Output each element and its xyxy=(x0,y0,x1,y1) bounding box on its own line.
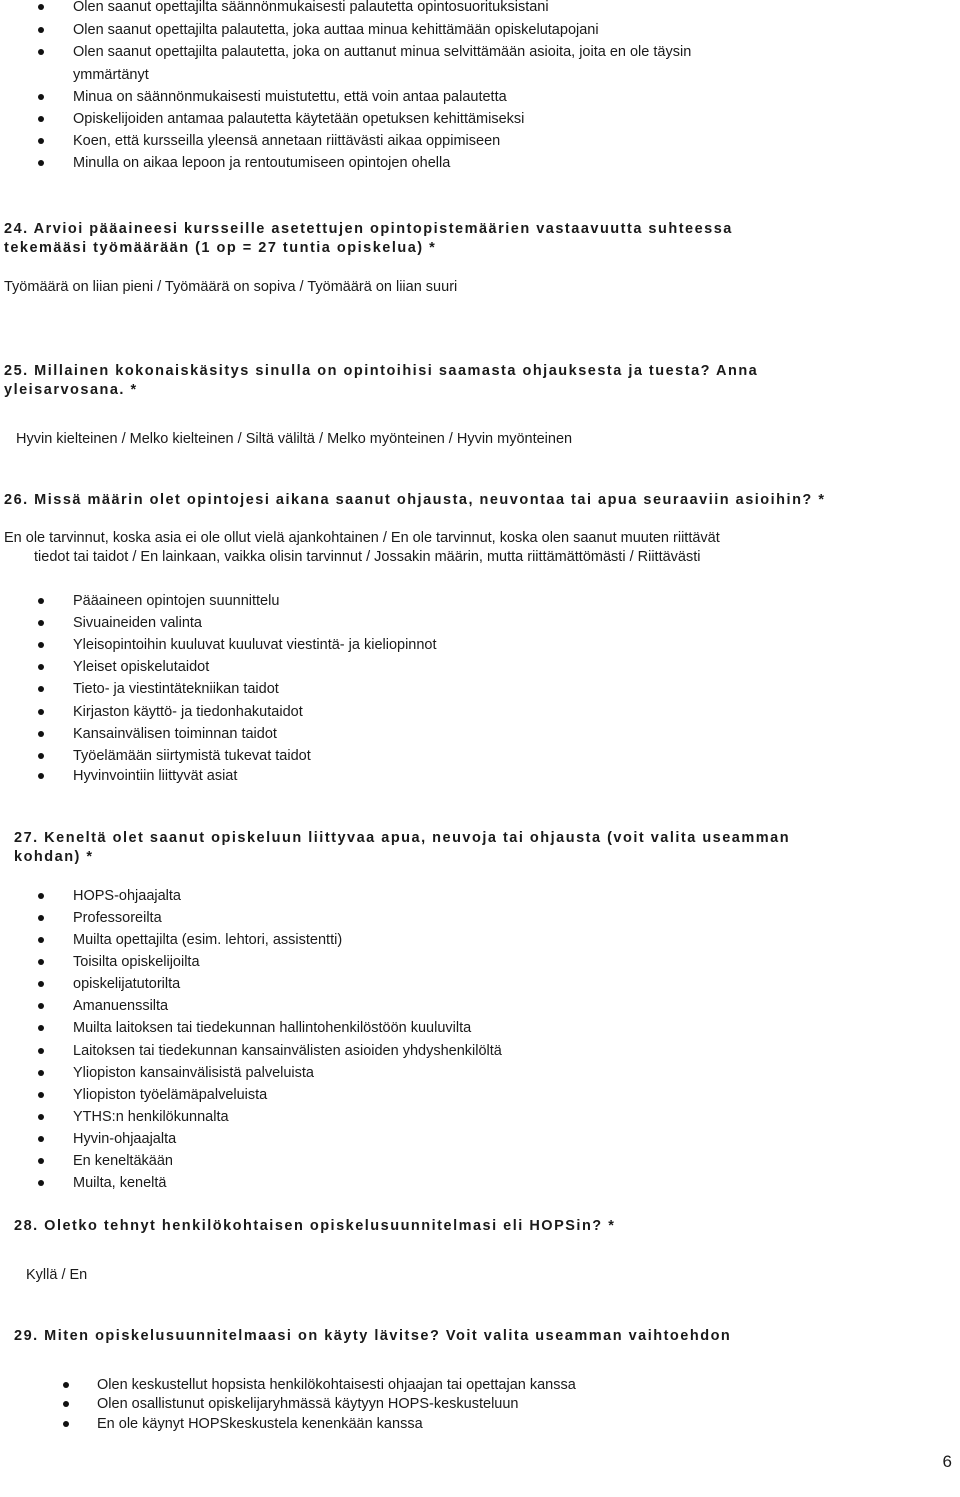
bullet xyxy=(38,27,44,33)
bullet xyxy=(38,116,44,122)
bullet xyxy=(38,160,44,166)
bullet xyxy=(38,1092,44,1098)
bullet xyxy=(38,1025,44,1031)
list-item: Sivuaineiden valinta xyxy=(73,615,202,631)
list-item: Yleiset opiskelutaidot xyxy=(73,659,210,675)
list-item-continuation: ymmärtänyt xyxy=(73,67,149,83)
bullet xyxy=(38,731,44,737)
question-26-title: 26. Missä määrin olet opintojesi aikana saanut ohjausta, neuvontaa tai apua seuraaviin asioihin? * xyxy=(4,492,826,508)
list-item: YTHS:n henkilökunnalta xyxy=(73,1109,229,1125)
page-number: 6 xyxy=(942,1452,952,1471)
list-item: En keneltäkään xyxy=(73,1153,173,1169)
list-item: Hyvin-ohjaajalta xyxy=(73,1131,177,1147)
bullet xyxy=(38,620,44,626)
bullet xyxy=(38,4,44,10)
bullet xyxy=(38,94,44,100)
bullet xyxy=(38,1114,44,1120)
list-item: Minulla on aikaa lepoon ja rentoutumiseen opintojen ohella xyxy=(73,155,451,171)
list-item: Pääaineen opintojen suunnittelu xyxy=(73,593,280,609)
question-24-options: Työmäärä on liian pieni / Työmäärä on sopiva / Työmäärä on liian suuri xyxy=(4,279,458,295)
bullet xyxy=(38,1048,44,1054)
question-25-title: 25. Millainen kokonaiskäsitys sinulla on opintoihisi saamasta ohjauksesta ja tuesta? Anna xyxy=(4,363,759,379)
bullet xyxy=(38,893,44,899)
list-item: HOPS-ohjaajalta xyxy=(73,888,181,904)
list-item: Muilta, keneltä xyxy=(73,1175,167,1191)
bullet xyxy=(38,937,44,943)
bullet xyxy=(38,709,44,715)
question-26-options-cont: tiedot tai taidot / En lainkaan, vaikka olisin tarvinnut / Jossakin määrin, mutta riittämättömästi / Riittävästi xyxy=(34,549,701,565)
bullet xyxy=(38,773,44,779)
list-item: Professoreilta xyxy=(73,910,162,926)
bullet xyxy=(38,642,44,648)
question-26-options: En ole tarvinnut, koska asia ei ole ollut vielä ajankohtainen / En ole tarvinnut, koska olen saanut muuten riittävät xyxy=(4,530,720,546)
bullet xyxy=(63,1421,69,1427)
list-item: Amanuenssilta xyxy=(73,998,169,1014)
bullet xyxy=(38,1180,44,1186)
question-24-title: 24. Arvioi pääaineesi kursseille asetettujen opintopistemäärien vastaavuutta suhteessa xyxy=(4,221,733,237)
list-item: opiskelijatutorilta xyxy=(73,976,181,992)
list-item: Olen keskustellut hopsista henkilökohtaisesti ohjaajan tai opettajan kanssa xyxy=(97,1377,576,1393)
question-28-options: Kyllä / En xyxy=(26,1267,88,1283)
list-item: Työelämään siirtymistä tukevat taidot xyxy=(73,748,311,764)
bullet xyxy=(38,1003,44,1009)
list-item: Yliopiston työelämäpalveluista xyxy=(73,1087,268,1103)
bullet xyxy=(38,1158,44,1164)
list-item: Tieto- ja viestintätekniikan taidot xyxy=(73,681,279,697)
list-item: Hyvinvointiin liittyvät asiat xyxy=(73,768,238,784)
list-item: Minua on säännönmukaisesti muistutettu, että voin antaa palautetta xyxy=(73,89,507,105)
bullet xyxy=(38,1070,44,1076)
list-item: Olen saanut opettajilta palautetta, joka on auttanut minua selvittämään asioita, joita en ole täysin xyxy=(73,44,692,60)
bullet xyxy=(38,959,44,965)
bullet xyxy=(38,664,44,670)
list-item: Koen, että kursseilla yleensä annetaan riittävästi aikaa oppimiseen xyxy=(73,133,501,149)
bullet xyxy=(38,981,44,987)
list-item: Yliopiston kansainvälisistä palveluista xyxy=(73,1065,314,1081)
bullet xyxy=(38,915,44,921)
question-27-title-cont: kohdan) * xyxy=(14,849,94,865)
bullet xyxy=(38,753,44,759)
bullet xyxy=(38,138,44,144)
list-item: Kansainvälisen toiminnan taidot xyxy=(73,726,277,742)
bullet xyxy=(38,598,44,604)
question-25-title-cont: yleisarvosana. * xyxy=(4,382,138,398)
bullet xyxy=(63,1401,69,1407)
list-item: En ole käynyt HOPSkeskustela kenenkään kanssa xyxy=(97,1416,423,1432)
list-item: Olen saanut opettajilta säännönmukaisesti palautetta opintosuorituksistani xyxy=(73,0,549,15)
list-item: Kirjaston käyttö- ja tiedonhakutaidot xyxy=(73,704,303,720)
bullet xyxy=(38,686,44,692)
list-item: Muilta laitoksen tai tiedekunnan hallintohenkilöstöön kuuluvilta xyxy=(73,1020,472,1036)
question-24-title-cont: tekemääsi työmäärään (1 op = 27 tuntia opiskelua) * xyxy=(4,240,437,256)
question-25-options: Hyvin kielteinen / Melko kielteinen / Siltä väliltä / Melko myönteinen / Hyvin myönteinen xyxy=(16,431,573,447)
question-29-title: 29. Miten opiskelusuunnitelmaasi on käyty lävitse? Voit valita useamman vaihtoehdon xyxy=(14,1328,732,1344)
list-item: Olen saanut opettajilta palautetta, joka auttaa minua kehittämään opiskelutapojani xyxy=(73,22,599,38)
bullet xyxy=(38,1136,44,1142)
list-item: Toisilta opiskelijoilta xyxy=(73,954,200,970)
bullet xyxy=(38,49,44,55)
list-item: Laitoksen tai tiedekunnan kansainvälisten asioiden yhdyshenkilöltä xyxy=(73,1043,502,1059)
list-item: Opiskelijoiden antamaa palautetta käytetään opetuksen kehittämiseksi xyxy=(73,111,525,127)
list-item: Muilta opettajilta (esim. lehtori, assistentti) xyxy=(73,932,343,948)
list-item: Olen osallistunut opiskelijaryhmässä käytyyn HOPS-keskusteluun xyxy=(97,1396,519,1412)
list-item: Yleisopintoihin kuuluvat kuuluvat viestintä- ja kieliopinnot xyxy=(73,637,437,653)
question-28-title: 28. Oletko tehnyt henkilökohtaisen opiskelusuunnitelmasi eli HOPSin? * xyxy=(14,1218,616,1234)
bullet xyxy=(63,1382,69,1388)
question-27-title: 27. Keneltä olet saanut opiskeluun liittyvaa apua, neuvoja tai ohjausta (voit valita useamman xyxy=(14,830,791,846)
